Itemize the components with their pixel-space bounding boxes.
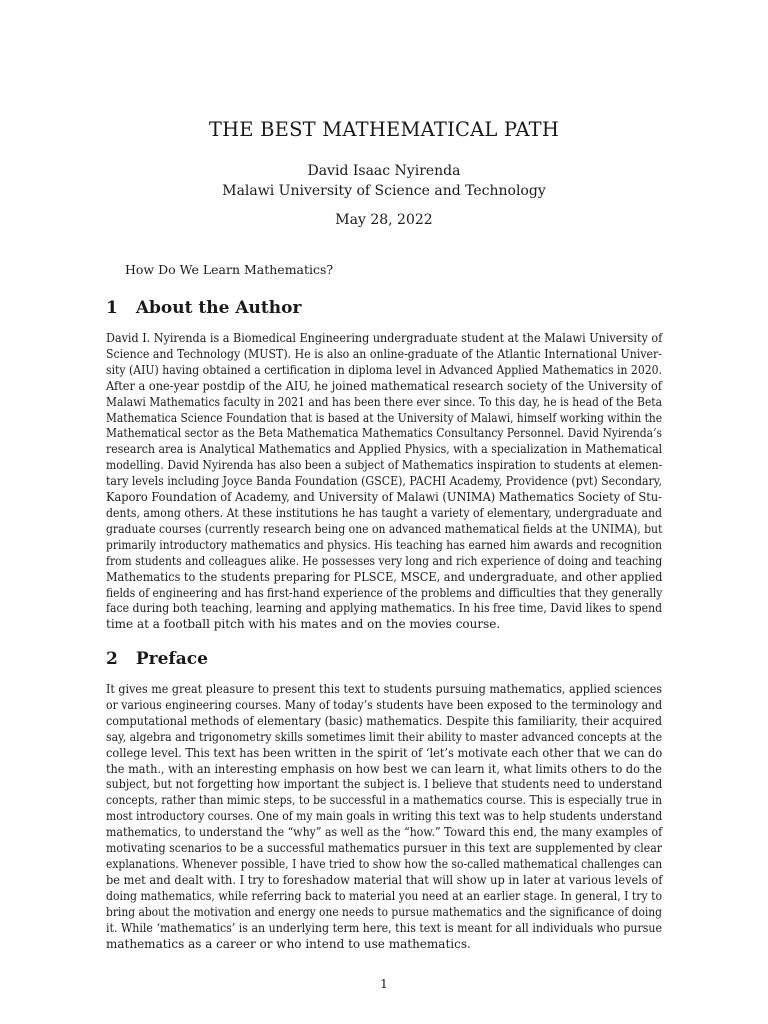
body-line: be met and dealt with. I try to foreshadow material that will show up in later at various levels of xyxy=(106,872,663,887)
body-line: from students and colleagues alike. He possesses very long and rich experience of doing and teaching xyxy=(106,553,663,568)
body-line: face during both teaching, learning and applying mathematics. In his free time, David likes to spend xyxy=(106,601,663,616)
document-date: May 28, 2022 xyxy=(335,212,433,228)
body-line: It gives me great pleasure to present this text to students pursuing mathematics, applied sciences xyxy=(106,682,662,696)
section-heading-about-author xyxy=(106,298,301,318)
section-number: 2 xyxy=(106,649,118,669)
body-line: research area is Analytical Mathematics and Applied Physics, with a specialization in Mathematical xyxy=(106,442,663,457)
body-line: subject, but not forgetting how important the subject is. I believe that students need to understand xyxy=(106,777,663,792)
body-line: primarily introductory mathematics and physics. His teaching has earned him awards and recognition xyxy=(106,537,662,552)
body-line: Kaporo Foundation of Academy, and University of Malawi (UNIMA) Mathematics Society of Stu- xyxy=(106,490,662,505)
body-line: bring about the motivation and energy one needs to pursue mathematics and the significance of doing xyxy=(106,904,662,919)
body-line: computational methods of elementary (basic) mathematics. Despite this familiarity, their acquired xyxy=(106,713,662,728)
body-line: After a one-year postdip of the AIU, he joined mathematical research society of the University of xyxy=(106,378,662,393)
section-title: About the Author xyxy=(135,298,302,318)
body-line: Mathematica Science Foundation that is based at the University of Malawi, himself working within the xyxy=(106,410,662,425)
section-body-preface xyxy=(106,682,662,952)
body-line: fields of engineering and has first-hand experience of the problems and difficulties that they generally xyxy=(106,585,663,600)
body-line: explanations. Whenever possible, I have tried to show how the so-called mathematical challenges can xyxy=(106,856,663,871)
body-line: modelling. David Nyirenda has also been a subject of Mathematics inspiration to students at elemen- xyxy=(106,458,663,473)
body-line: most introductory courses. One of my main goals in writing this text was to help students understand xyxy=(106,809,663,824)
abstract-text: How Do We Learn Mathematics? xyxy=(125,262,334,277)
author-name: David Isaac Nyirenda xyxy=(307,163,461,179)
author-affiliation: Malawi University of Science and Technology xyxy=(222,183,546,199)
body-line: concepts, rather than mimic steps, to be successful in a mathematics course. This is especially true in xyxy=(106,793,662,808)
page-number: 1 xyxy=(380,977,388,991)
body-line: Mathematical sector as the Beta Mathematica Mathematics Consultancy Personnel. David Nyirenda’s xyxy=(106,426,662,441)
section-body-about-author xyxy=(106,331,662,633)
document-title: THE BEST MATHEMATICAL PATH xyxy=(208,118,560,141)
body-line: David I. Nyirenda is a Biomedical Engineering undergraduate student at the Malawi University of xyxy=(106,331,663,345)
body-line: mathematics as a career or who intend to use mathematics. xyxy=(106,936,471,951)
body-line: or various engineering courses. Many of today’s students have been exposed to the terminology and xyxy=(106,697,663,712)
section-heading-preface xyxy=(106,649,208,669)
body-line: mathematics, to understand the “why” as well as the “how.” Toward this end, the many examples of xyxy=(106,825,663,840)
body-line: tary levels including Joyce Banda Foundation (GSCE), PACHI Academy, Providence (pvt) Secondary, xyxy=(106,474,662,489)
body-line: college level. This text has been written in the spirit of ‘let’s motivate each other that we can do xyxy=(106,745,663,760)
body-line: dents, among others. At these institutions he has taught a variety of elementary, undergraduate and xyxy=(106,505,662,520)
body-line: the math., with an interesting emphasis on how best we can learn it, what limits others to do the xyxy=(106,761,662,776)
body-line: sity (AIU) having obtained a certification in diploma level in Advanced Applied Mathematics in 2020. xyxy=(106,362,662,377)
body-line: it. While ‘mathematics’ is an underlying term here, this text is meant for all individuals who pursue xyxy=(106,920,662,935)
body-line: motivating scenarios to be a successful mathematics pursuer in this text are supplemented by clear xyxy=(106,841,662,856)
body-line: Science and Technology (MUST). He is also an online-graduate of the Atlantic International Univer- xyxy=(106,346,662,361)
body-line: graduate courses (currently research being one on advanced mathematical fields at the UNIMA), but xyxy=(106,521,663,536)
body-line: Malawi Mathematics faculty in 2021 and has been there ever since. To this day, he is head of the Beta xyxy=(106,394,662,409)
section-number: 1 xyxy=(106,298,118,318)
body-line: say, algebra and trigonometry skills sometimes limit their ability to master advanced concepts at the xyxy=(106,729,663,744)
body-line: doing mathematics, while referring back to material you need at an earlier stage. In general, I try to xyxy=(106,888,663,903)
body-line: Mathematics to the students preparing for PLSCE, MSCE, and undergraduate, and other applied xyxy=(106,569,663,584)
body-line: time at a football pitch with his mates and on the movies course. xyxy=(106,617,501,632)
section-title: Preface xyxy=(135,649,208,669)
